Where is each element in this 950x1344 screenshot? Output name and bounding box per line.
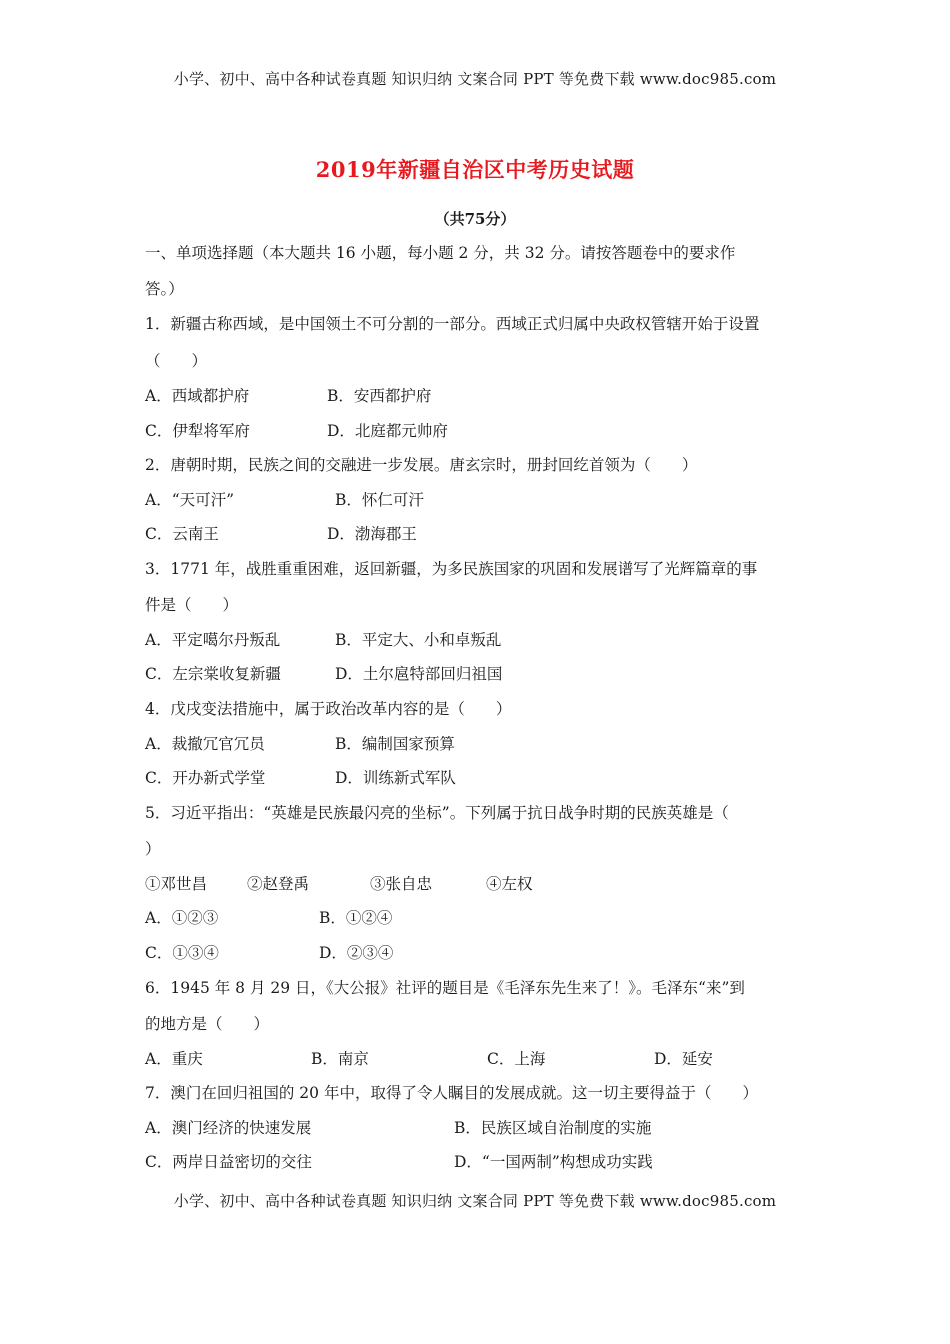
q7-option-b: B．民族区域自治制度的实施 — [454, 1119, 652, 1137]
q5-item-3: ③张自忠 — [370, 875, 433, 893]
q1-option-c: C．伊犁将军府 — [145, 422, 250, 440]
q3-option-b: B．平定大、小和卓叛乱 — [335, 631, 502, 649]
q1-option-d: D．北庭都元帅府 — [327, 422, 448, 440]
q2-option-c: C．云南王 — [145, 525, 219, 543]
q7-stem: 7．澳门在回归祖国的 20 年中，取得了令人瞩目的发展成就。这一切主要得益于（ ） — [145, 1084, 758, 1102]
q1-stem: 1．新疆古称西域，是中国领土不可分割的一部分。西域正式归属中央政权管辖开始于设置 — [145, 315, 760, 333]
q6-option-c: C．上海 — [487, 1050, 546, 1068]
q5-stem-cont: ） — [145, 840, 161, 858]
q6-option-a: A．重庆 — [145, 1050, 203, 1068]
q3-option-c: C．左宗棠收复新疆 — [145, 665, 281, 683]
q5-item-2: ②赵登禹 — [247, 875, 310, 893]
q3-stem: 3．1771 年，战胜重重困难，返回新疆，为多民族国家的巩固和发展谱写了光辉篇章的事 — [145, 560, 758, 578]
q5-option-b: B．①②④ — [319, 909, 393, 927]
q6-stem: 6．1945 年 8 月 29 日，《大公报》社评的题目是《毛泽东先生来了！》。毛泽东“来”到 — [145, 979, 745, 997]
q4-option-b: B．编制国家预算 — [335, 735, 455, 753]
q5-item-4: ④左权 — [486, 875, 533, 893]
q2-option-a: A．“天可汗” — [145, 491, 235, 509]
q7-option-a: A．澳门经济的快速发展 — [145, 1119, 312, 1137]
q3-stem-cont: 件是（ ） — [145, 596, 239, 614]
q5-stem: 5．习近平指出：“英雄是民族最闪亮的坐标”。下列属于抗日战争时期的民族英雄是（ — [145, 804, 729, 822]
q5-option-d: D．②③④ — [319, 944, 394, 962]
q6-option-b: B．南京 — [311, 1050, 369, 1068]
q3-option-d: D．土尔扈特部回归祖国 — [335, 665, 503, 683]
q4-option-c: C．开办新式学堂 — [145, 769, 266, 787]
q4-stem: 4．戊戌变法措施中，属于政治改革内容的是（ ） — [145, 700, 512, 718]
q6-option-d: D．延安 — [654, 1050, 713, 1068]
page-header: 小学、初中、高中各种试卷真题 知识归纳 文案合同 PPT 等免费下载 www.doc985.com — [173, 70, 777, 88]
q2-option-b: B．怀仁可汗 — [335, 491, 424, 509]
q4-option-d: D．训练新式军队 — [335, 769, 456, 787]
q2-stem: 2．唐朝时期，民族之间的交融进一步发展。唐玄宗时，册封回纥首领为（ ） — [145, 456, 698, 474]
q5-option-a: A．①②③ — [145, 909, 219, 927]
page-title: 2019年新疆自治区中考历史试题 — [315, 157, 635, 182]
q6-stem-cont: 的地方是（ ） — [145, 1015, 270, 1033]
q5-item-1: ①邓世昌 — [145, 875, 208, 893]
q1-stem-cont: （ ） — [145, 352, 208, 370]
q7-option-d: D．“一国两制”构想成功实践 — [454, 1153, 653, 1171]
q2-option-d: D．渤海郡王 — [327, 525, 417, 543]
q1-option-b: B．安西都护府 — [327, 387, 432, 405]
q7-option-c: C．两岸日益密切的交往 — [145, 1153, 312, 1171]
section-instruction-line2: 答。） — [145, 280, 184, 298]
q4-option-a: A．裁撤冗官冗员 — [145, 735, 265, 753]
total-score: （共75分） — [434, 210, 516, 228]
page-footer: 小学、初中、高中各种试卷真题 知识归纳 文案合同 PPT 等免费下载 www.doc985.com — [173, 1192, 777, 1210]
q1-option-a: A．西域都护府 — [145, 387, 250, 405]
q5-option-c: C．①③④ — [145, 944, 219, 962]
q3-option-a: A．平定噶尔丹叛乱 — [145, 631, 281, 649]
section-instruction-line1: 一、单项选择题（本大题共 16 小题，每小题 2 分，共 32 分。请按答题卷中的要求作 — [145, 244, 736, 262]
